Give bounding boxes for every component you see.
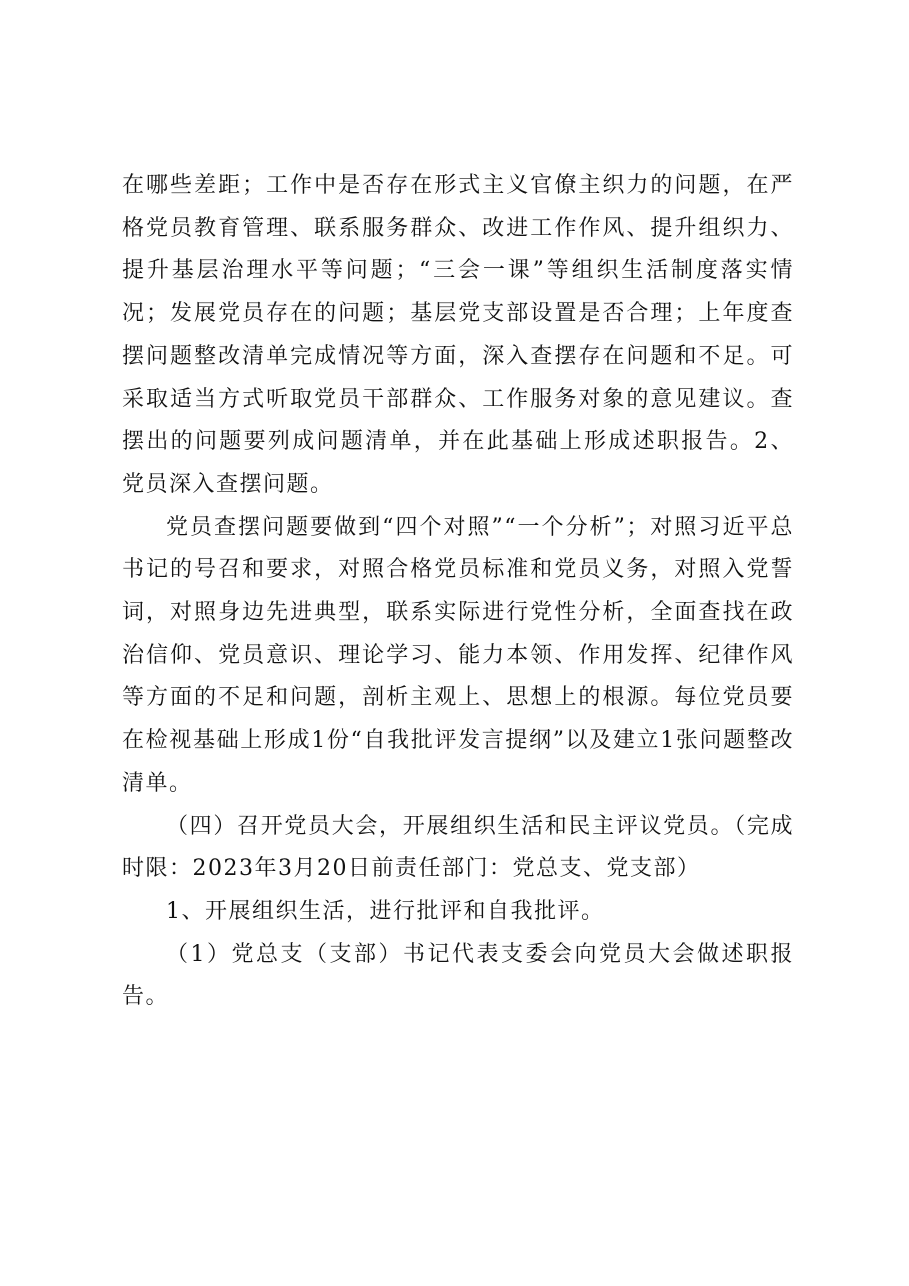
paragraph-continuation: 在哪些差距；工作中是否存在形式主义官僚主织力的问题，在严格党员教育管理、联系服务群众、改进工作作风、提升组织力、提升基层治理水平等问题；“三会一课”等组织生活制度落实情况；发展党员存在的问题；基层党支部设置是否合理；上年度查摆问题整改清单完成情况等方面，深入查摆存在问题和不足。可采取适当方式听取党员干部群众、工作服务对象的意见建议。查摆出的问题要列成问题清单，并在此基础上形成述职报告。2、党员深入查摆问题。 [122, 173, 794, 497]
paragraph-party-member-review: 党员查摆问题要做到“四个对照”“一个分析”；对照习近平总书记的号召和要求，对照合格党员标准和党员义务，对照入党誓词，对照身边先进典型，联系实际进行党性分析，全面查找在政治信仰、党员意识、理论学习、能力本领、作用发挥、纪律作风等方面的不足和问题，剖析主观上、思想上的根源。每位党员要在检视基础上形成1份“自我批评发言提纲”以及建立1张问题整改清单。 [122, 514, 794, 796]
paragraph-item-1: 1、开展组织生活，进行批评和自我批评。 [166, 898, 605, 924]
paragraph-item-1-1: （1）党总支（支部）书记代表支委会向党员大会做述职报告。 [122, 941, 794, 1010]
document-body [122, 165, 794, 1019]
paragraph-section-four-heading: （四）召开党员大会，开展组织生活和民主评议党员。（完成时限：2023年3月20日前责任部门：党总支、党支部） [122, 813, 794, 882]
